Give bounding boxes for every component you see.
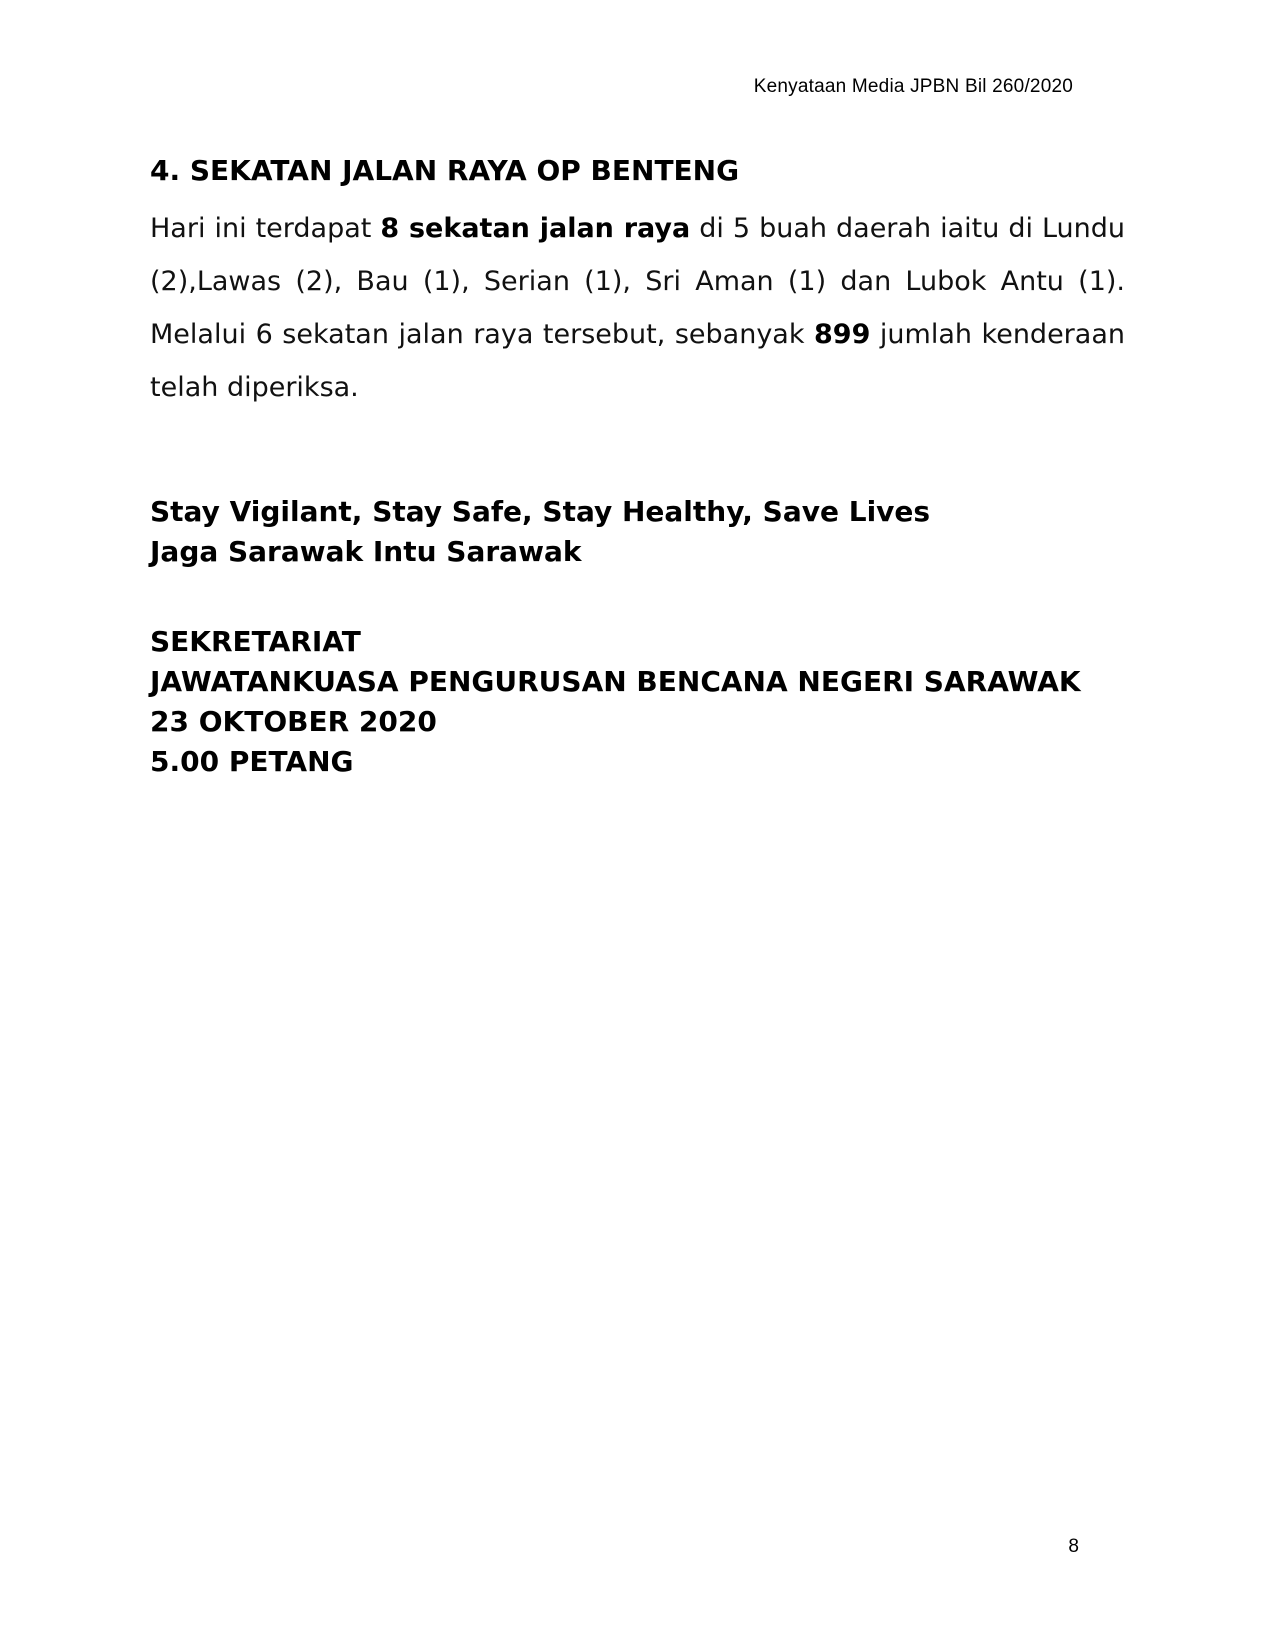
section-paragraph [150,202,1125,414]
document-reference: Kenyataan Media JPBN Bil 260/2020 [753,76,1073,97]
paragraph-bold-roadblocks: 8 sekatan jalan raya [380,212,691,244]
signature-committee: JAWATANKUASA PENGURUSAN BENCANA NEGERI SARAWAK [150,664,1081,698]
signature-date: 23 OKTOBER 2020 [150,704,437,738]
paragraph-text-1: Hari ini terdapat [150,212,381,244]
signature-block [150,622,1125,782]
slogan-line-1: Stay Vigilant, Stay Safe, Stay Healthy, Save Lives [150,494,931,528]
paragraph-text-3: jumlah kenderaan telah diperiksa. [150,318,1125,403]
section-heading: 4. SEKATAN JALAN RAYA OP BENTENG [150,154,740,187]
page-number: 8 [1068,1536,1079,1557]
signature-secretariat: SEKRETARIAT [150,624,361,658]
paragraph-bold-vehicles: 899 [814,318,871,350]
slogans [150,492,1125,572]
paragraph-text-2: di 5 buah daerah iaitu di Lundu (2),Lawas (2), Bau (1), Serian (1), Sri Aman (1) dan Lubok Antu (1). Melalui 6 sekatan jalan raya tersebut, sebanyak [150,212,1126,350]
document-body [150,154,1125,782]
signature-time: 5.00 PETANG [150,744,354,778]
slogan-line-2: Jaga Sarawak Intu Sarawak [150,534,582,568]
